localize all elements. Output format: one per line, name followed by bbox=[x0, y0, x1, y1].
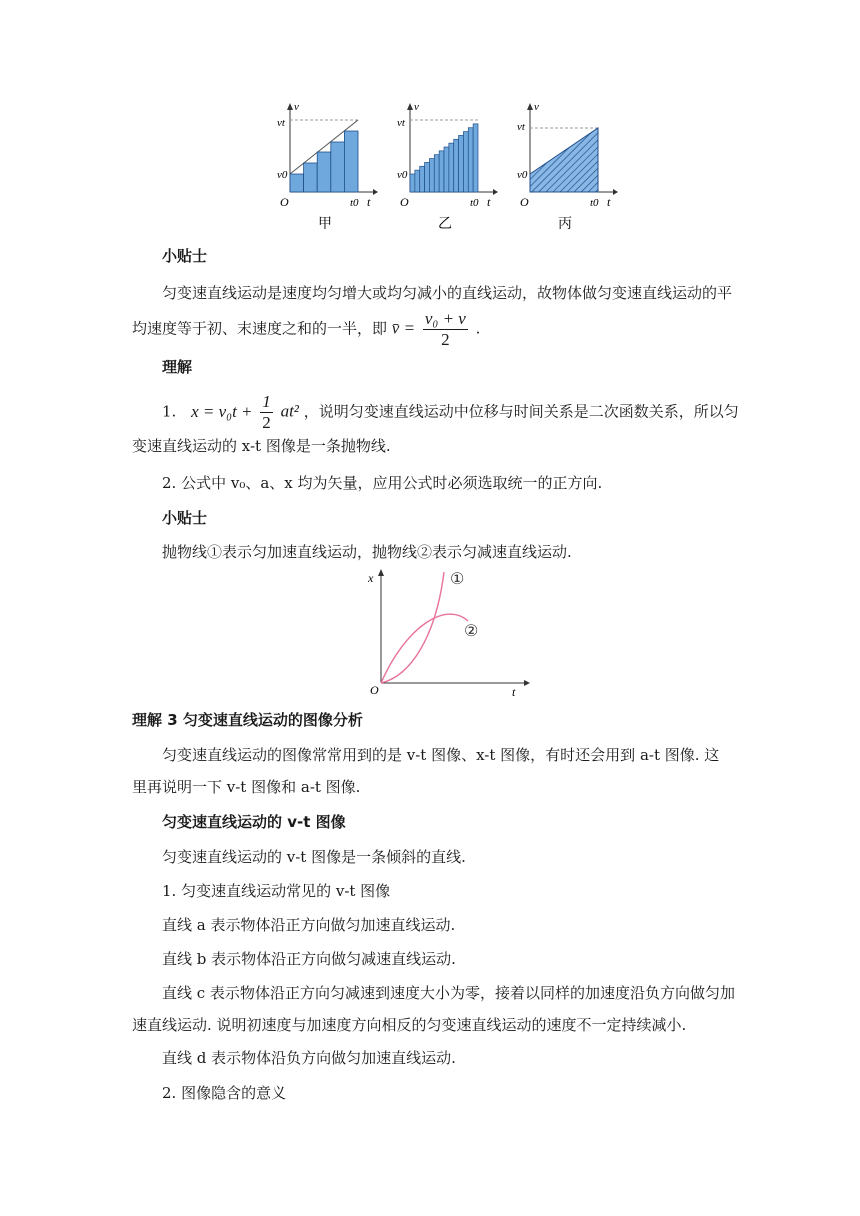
vt-section-heading: 匀变速直线运动的 v-t 图像 bbox=[162, 813, 346, 831]
understand-item1-line2: 变速直线运动的 x-t 图像是一条抛物线. bbox=[132, 437, 391, 455]
yi-bar bbox=[459, 135, 464, 192]
panel-caption: 丙 bbox=[558, 217, 572, 232]
origin-label: O bbox=[280, 195, 289, 209]
vt-line-c1: 直线 c 表示物体沿正方向匀减速到速度大小为零，接着以同样的加速度沿负方向做匀加 bbox=[162, 984, 735, 1002]
origin-label: O bbox=[400, 195, 409, 209]
curve-label-2: ② bbox=[464, 623, 479, 640]
yi-bar bbox=[468, 128, 473, 192]
vt-line-d: 直线 d 表示物体沿负方向做匀加速直线运动. bbox=[162, 1049, 456, 1067]
mean-velocity-symbol: v̄ = bbox=[391, 318, 416, 338]
item1-text: ，说明匀变速直线运动中位移与时间关系是二次函数关系，所以匀 bbox=[303, 402, 739, 421]
yi-bar bbox=[434, 155, 439, 192]
item1-number: 1. bbox=[162, 402, 177, 421]
tip1-line2-end: . bbox=[475, 319, 481, 338]
vt-line-last: 2. 图像隐含的意义 bbox=[162, 1084, 287, 1102]
vt-label: vt bbox=[397, 117, 405, 129]
displacement-formula-a: x = v₀t + bbox=[191, 401, 253, 421]
mean-velocity-fraction bbox=[423, 309, 468, 350]
understand-heading: 理解 bbox=[162, 358, 193, 376]
section3-line1: 匀变速直线运动的图像常常用到的是 v-t 图像、x-t 图像，有时还会用到 a-t 图像. 这 bbox=[162, 746, 720, 764]
vt-line-a: 直线 a 表示物体沿正方向做匀加速直线运动. bbox=[162, 916, 456, 934]
t-axis-label: t bbox=[487, 195, 491, 209]
fraction-numerator: 1 bbox=[262, 392, 271, 411]
vt-line-c2: 速直线运动. 说明初速度与加速度方向相反的匀变速直线运动的速度不一定持续减小. bbox=[132, 1016, 687, 1034]
tip1-line2 bbox=[132, 309, 480, 350]
tip1-heading: 小贴士 bbox=[162, 247, 208, 265]
yi-bar bbox=[444, 147, 449, 192]
vt-label: vt bbox=[277, 117, 285, 129]
yi-bars bbox=[410, 124, 478, 192]
yi-bar bbox=[449, 143, 454, 192]
x-axis-label: x bbox=[368, 571, 374, 585]
panel-caption: 乙 bbox=[438, 217, 452, 232]
yi-bar bbox=[454, 139, 459, 192]
v0-label: v0 bbox=[517, 169, 528, 181]
tip1-line2-text: 均速度等于初、末速度之和的一半，即 bbox=[132, 319, 388, 338]
panel-yi bbox=[397, 101, 498, 232]
t-axis-label: t bbox=[367, 195, 371, 209]
parabola-1 bbox=[381, 572, 444, 683]
displacement-formula-b: at² bbox=[280, 401, 299, 421]
panel-jia bbox=[277, 101, 378, 232]
yi-bar bbox=[420, 166, 425, 192]
fraction-denominator: 2 bbox=[441, 330, 450, 349]
yi-bar bbox=[439, 151, 444, 192]
tip1-line1: 匀变速直线运动是速度均匀增大或均匀减小的直线运动，故物体做匀变速直线运动的平 bbox=[162, 284, 733, 302]
section3-line2: 里再说明一下 v-t 图像和 a-t 图像. bbox=[132, 778, 361, 796]
yi-bar bbox=[473, 124, 478, 192]
understand-item2: 2. 公式中 v₀、a、x 均为矢量，应用公式时必须选取统一的正方向. bbox=[162, 474, 603, 492]
yi-bar bbox=[415, 170, 420, 192]
vt-label: vt bbox=[517, 121, 525, 133]
t-axis-label: t bbox=[607, 195, 611, 209]
vt-line-b: 直线 b 表示物体沿正方向做匀减速直线运动. bbox=[162, 950, 456, 968]
yi-bar bbox=[463, 132, 468, 192]
panel-caption: 甲 bbox=[318, 217, 332, 232]
origin-label: O bbox=[370, 683, 379, 696]
yi-bar bbox=[429, 159, 434, 192]
understand-item1 bbox=[162, 392, 739, 433]
v-axis-label: v bbox=[534, 101, 539, 113]
t0-label: t0 bbox=[590, 197, 599, 209]
t0-label: t0 bbox=[350, 197, 359, 209]
fraction-numerator: v₀ + v bbox=[424, 309, 466, 328]
section3-heading: 理解 3 匀变速直线运动的图像分析 bbox=[132, 711, 363, 729]
panel-bing bbox=[517, 101, 618, 232]
tip2-heading: 小贴士 bbox=[162, 509, 208, 527]
tip2-line1: 抛物线①表示匀加速直线运动，抛物线②表示匀减速直线运动. bbox=[162, 543, 572, 561]
vt-area-figure bbox=[270, 100, 620, 235]
v-axis-label: v bbox=[294, 101, 299, 113]
vt-line2: 1. 匀变速直线运动常见的 v-t 图像 bbox=[162, 882, 391, 900]
vt-line1: 匀变速直线运动的 v-t 图像是一条倾斜的直线. bbox=[162, 848, 466, 866]
v0-label: v0 bbox=[277, 169, 288, 181]
half-fraction bbox=[260, 392, 273, 433]
yi-bar bbox=[410, 174, 415, 192]
v0-label: v0 bbox=[397, 169, 408, 181]
curve-label-1: ① bbox=[450, 571, 465, 588]
v-axis-label: v bbox=[414, 101, 419, 113]
fraction-denominator: 2 bbox=[262, 413, 271, 432]
parabola-2 bbox=[381, 614, 468, 683]
t0-label: t0 bbox=[470, 197, 479, 209]
origin-label: O bbox=[520, 195, 529, 209]
t-axis-label: t bbox=[512, 685, 516, 696]
yi-bar bbox=[425, 162, 430, 192]
xt-parabola-figure bbox=[366, 566, 536, 696]
